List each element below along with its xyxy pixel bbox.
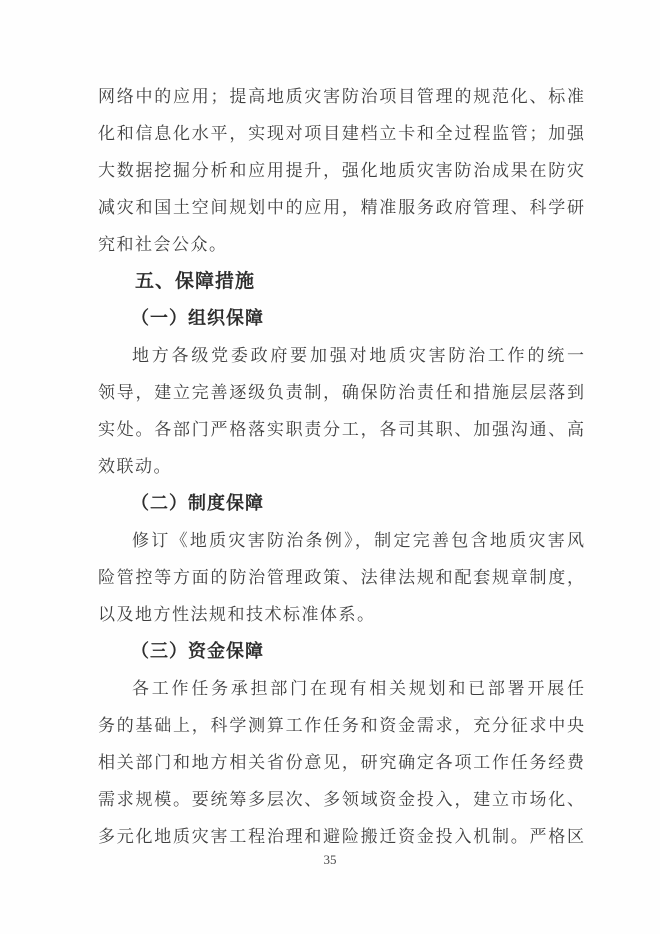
page-number: 35 (323, 852, 337, 867)
subsection-heading: （一）组织保障 (131, 308, 264, 328)
body-line: 需求规模。要统筹多层次、多领域资金投入，建立市场化、 (98, 790, 584, 809)
body-line: 以及地方性法规和技术标准体系。 (98, 605, 376, 624)
body-line: 相关部门和地方相关省份意见，研究确定各项工作任务经费 (98, 753, 584, 772)
body-line: 地方各级党委政府要加强对地质灾害防治工作的统一 (132, 346, 584, 365)
section-heading: 五、保障措施 (135, 271, 256, 292)
body-line: 多元化地质灾害工程治理和避险搬迁资金投入机制。严格区 (98, 827, 584, 846)
body-line: 效联动。 (98, 457, 172, 476)
body-line: 领导，建立完善逐级负责制，确保防治责任和措施层层落到 (98, 383, 584, 402)
text-block (98, 78, 584, 855)
subsection-heading: （三）资金保障 (131, 641, 264, 661)
body-line: 务的基础上，科学测算工作任务和资金需求，充分征求中央 (98, 716, 584, 735)
body-line: 减灾和国土空间规划中的应用，精准服务政府管理、科学研 (98, 198, 584, 217)
body-line: 各工作任务承担部门在现有相关规划和已部署开展任 (132, 679, 584, 698)
body-line: 网络中的应用；提高地质灾害防治项目管理的规范化、标准 (98, 87, 584, 106)
body-line: 大数据挖掘分析和应用提升，强化地质灾害防治成果在防灾 (98, 161, 584, 180)
body-line: 险管控等方面的防治管理政策、法律法规和配套规章制度， (98, 568, 584, 587)
body-line: 修订《地质灾害防治条例》，制定完善包含地质灾害风 (132, 531, 584, 550)
subsection-heading: （二）制度保障 (131, 493, 264, 513)
body-line: 究和社会公众。 (98, 235, 228, 254)
body-line: 化和信息化水平，实现对项目建档立卡和全过程监管；加强 (98, 124, 584, 143)
body-line: 实处。各部门严格落实职责分工，各司其职、加强沟通、高 (98, 420, 584, 439)
